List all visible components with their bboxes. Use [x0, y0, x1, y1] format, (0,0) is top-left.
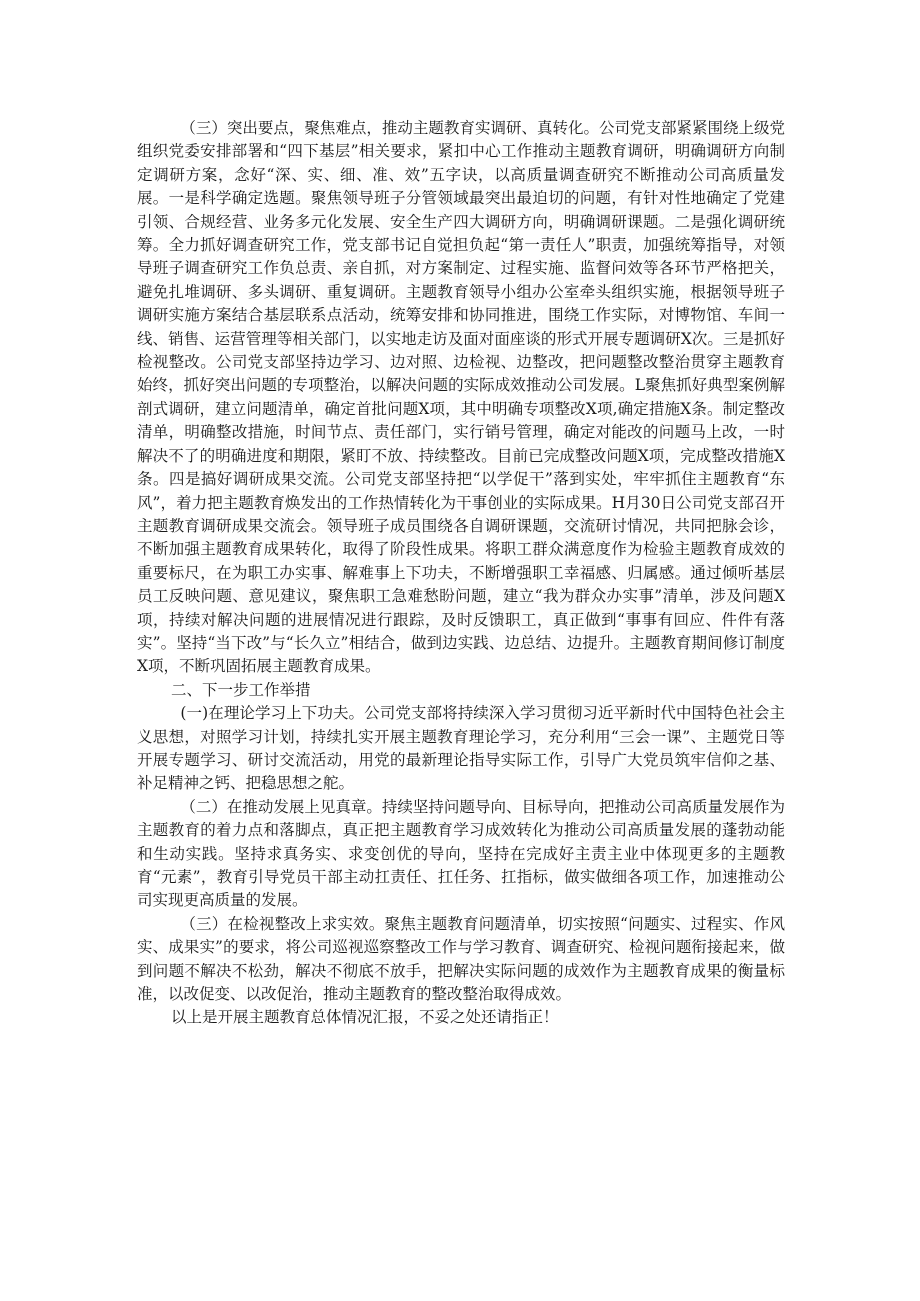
body-paragraph-promote-development: （二）在推动发展上见真章。持续坚持问题导向、目标导向，把推动公司高质量发展作为主题教育的着力点和落脚点，真正把主题教育学习成效转化为推动公司高质量发展的蓬勃动能和生动实践。坚持求真务实、求变创优的导向，坚持在完成好主责主业中体现更多的主题教育“元素”，教育引导党员干部主动扛责任、扛任务、扛指标，做实做细各项工作，加速推动公司实现更高质量的发展。 — [137, 797, 785, 910]
body-paragraph-inspection-rectification: （三）在检视整改上求实效。聚焦主题教育问题清单，切实按照“问题实、过程实、作风实、成果实”的要求，将公司巡视巡察整改工作与学习教育、调查研究、检视问题衔接起来，做到问题不解决不松劲，解决不彻底不放手，把解决实际问题的成效作为主题教育成果的衡量标准，以改促变、以改促治，推动主题教育的整改整治取得成效。 — [137, 914, 785, 1004]
section-heading-next-steps: 二、下一步工作举措 — [171, 680, 311, 699]
closing-sentence: 以上是开展主题教育总体情况汇报，不妥之处还请指正！ — [171, 1008, 559, 1027]
body-paragraph-part-1-section-3: （三）突出要点，聚焦难点，推动主题教育实调研、真转化。公司党支部紧紧围绕上级党组织党委安排部署和“四下基层”相关要求，紧扣中心工作推动主题教育调研，明确调研方向制定调研方案，念好“深、实、细、准、效”五字诀，以高质量调查研究不断推动公司高质量发展。一是科学确定选题。聚焦领导班子分管领域最突出最迫切的问题，有针对性地确定了党建引领、合规经营、业务多元化发展、安全生产四大调研方向，明确调研课题。二是强化调研统筹。全力抓好调查研究工作，党支部书记自觉担负起“第一责任人”职责，加强统筹指导，对领导班子调查研究工作负总责、亲自抓，对方案制定、过程实施、监督问效等各环节严格把关，避免扎堆调研、多头调研、重复调研。主题教育领导小组办公室牵头组织实施，根据领导班子调研实施方案结合基层联系点活动，统筹安排和协同推进，围绕工作实际，对博物馆、车间一线、销售、运营管理等相关部门，以实地走访及面对面座谈的形式开展专题调研X次。三是抓好检视整改。公司党支部坚持边学习、边对照、边检视、边整改，把问题整改整治贯穿主题教育始终，抓好突出问题的专项整治，以解决问题的实际成效推动公司发展。L聚焦抓好典型案例解剖式调研，建立问题清单，确定首批问题X项，其中明确专项整改X项,确定措施X条。制定整改清单，明确整改措施，时间节点、责任部门，实行销号管理，确定对能改的问题马上改，一时解决不了的明确进度和期限，紧盯不放、持续整改。目前已完成整改问题X项，完成整改措施X条。四是搞好调研成果交流。公司党支部坚持把“以学促干”落到实处，牢牢抓住主题教育“东风”，着力把主题教育焕发出的工作热情转化为干事创业的实际成果。H月30日公司党支部召开主题教育调研成果交流会。领导班子成员围绕各自调研课题，交流研讨情况，共同把脉会诊，不断加强主题教育成果转化，取得了阶段性成果。将职工群众满意度作为检验主题教育成效的重要标尺，在为职工办实事、解难事上下功夫，不断增强职工幸福感、归属感。通过倾听基层员工反映问题、意见建议，聚焦职工急难愁盼问题，建立“我为群众办实事”清单，涉及问题X项，持续对解决问题的进展情况进行跟踪，及时反馈职工，真正做到“事事有回应、件件有落实”。坚持“当下改”与“长久立”相结合，做到边实践、边总结、边提升。主题教育期间修订制度X项，不断巩固拓展主题教育成果。 — [137, 119, 785, 676]
document-page — [137, 117, 785, 1030]
body-paragraph-theory-study: (一)在理论学习上下功夫。公司党支部将持续深入学习贯彻习近平新时代中国特色社会主义思想，对照学习计划，持续扎实开展主题教育理论学习，充分利用“三会一课”、主题党日等开展专题学习、研讨交流活动，用党的最新理论指导实际工作，引导广大党员筑牢信仰之基、补足精神之钙、把稳思想之舵。 — [137, 704, 785, 793]
